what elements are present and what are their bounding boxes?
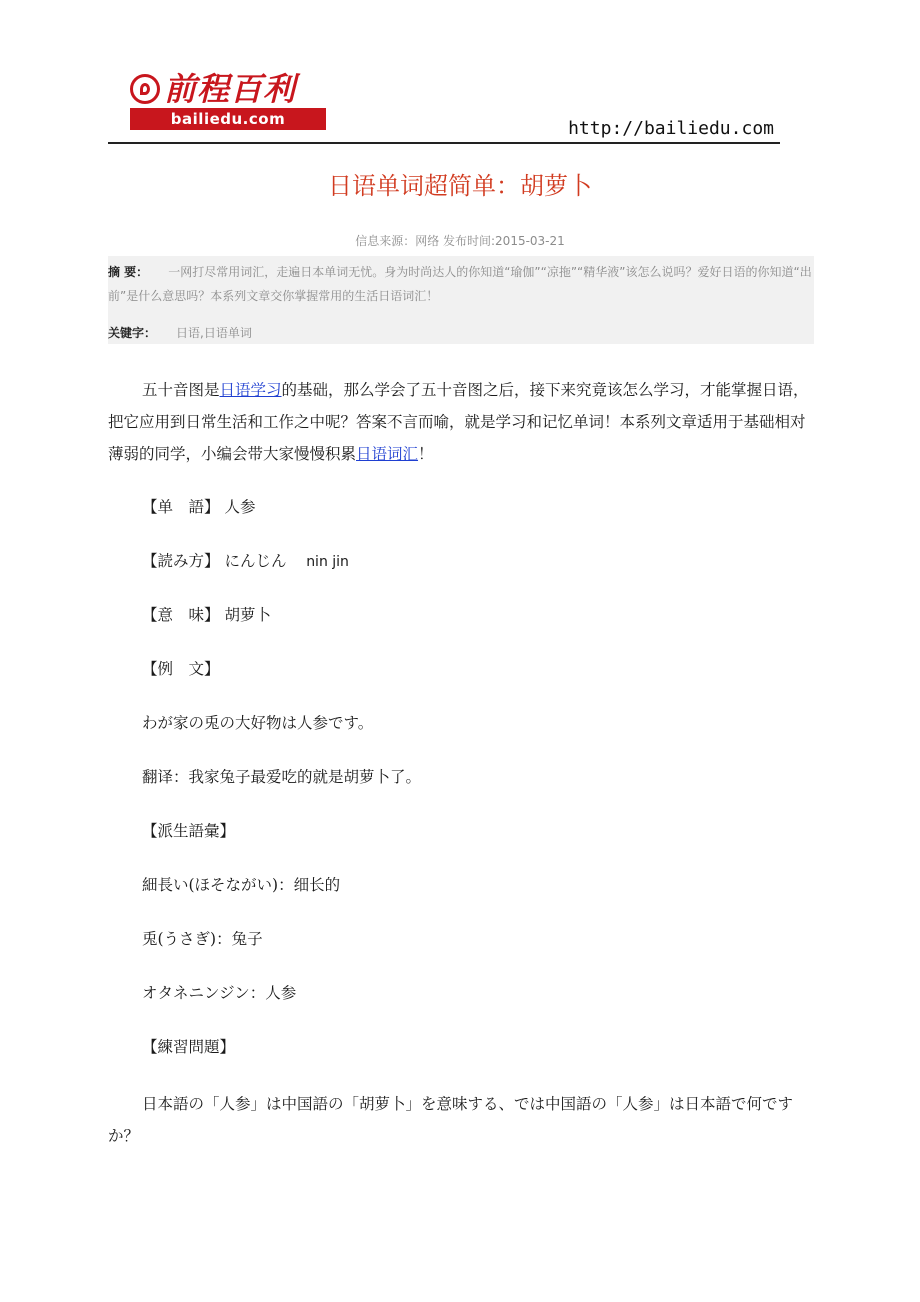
derived-item-3: オタネニンジン：人参 [142,984,297,1002]
derived-2-word: 兎(うさぎ) [142,930,217,948]
derived-1-meaning: ：细长的 [278,876,341,894]
example-label: 【例 文】 [142,660,220,678]
logo-mark-icon [130,74,160,104]
article-meta: 信息来源：网络 发布时间:2015-03-21 [355,234,565,248]
practice-question: 日本語の「人参」は中国語の「胡萝卜」を意味する、では中国語の「人参」は日本語で何ですか？ [108,1095,794,1145]
logo-domain: bailiedu.com [130,108,326,130]
example-sentence: わが家の兎の大好物は人参です。 [142,714,374,732]
derived-item-1 [142,873,340,897]
example-translation: 翻译：我家兔子最爱吃的就是胡萝卜了。 [142,768,422,786]
entry-meaning [142,603,271,627]
article-title: 日语单词超简单：胡萝卜 [328,172,592,200]
derived-2-meaning: ：兔子 [216,930,263,948]
summary-label: 摘 要： [108,265,149,279]
link-japanese-learning[interactable]: 日语学习 [219,381,282,399]
reading-kana: にんじん [224,552,287,570]
reading-romaji: nin jin [306,554,349,570]
entry-reading [142,549,349,574]
meaning-value: 胡萝卜 [224,606,271,624]
link-japanese-vocabulary[interactable]: 日语词汇 [356,445,419,463]
derived-1-word: 細長い(ほそながい) [142,876,279,894]
intro-text-3: ！ [418,445,434,463]
word-label: 【单 語】 [142,498,220,516]
keywords-line [108,324,252,341]
meaning-label: 【意 味】 [142,606,220,624]
practice-label: 【練習問題】 [142,1038,236,1056]
intro-paragraph [108,374,814,470]
summary-box [108,256,814,344]
header-url[interactable]: http://bailiedu.com [568,118,774,139]
logo-brand-text: 前程百利 [164,70,297,108]
keywords-label: 关键字： [108,326,157,340]
reading-label: 【読み方】 [142,552,220,570]
intro-text-2: 的基础，那么学会了五十音图之后，接下来究竟该怎么学习，才能掌握日语，把它应用到日常生活和工作之中呢？答案不言而喻，就是学习和记忆单词！本系列文章适用于基础相对薄弱的同学，小编会带大家慢慢积累 [108,381,809,463]
intro-text-1: 五十音图是 [142,381,220,399]
entry-word [142,495,255,519]
derived-item-2 [142,927,263,951]
derived-label: 【派生語彙】 [142,822,236,840]
header-divider [108,142,780,144]
page-header [108,66,780,144]
summary-block [108,260,814,308]
word-value: 人参 [224,498,256,516]
keywords-text: 日语,日语单词 [176,326,252,340]
site-logo[interactable] [130,66,328,130]
summary-text: 一网打尽常用词汇，走遍日本单词无忧。身为时尚达人的你知道“瑜伽”“凉拖”“精华液”该怎么说吗？爱好日语的你知道“出前”是什么意思吗？本系列文章交你掌握常用的生活日语词汇！ [108,265,812,303]
